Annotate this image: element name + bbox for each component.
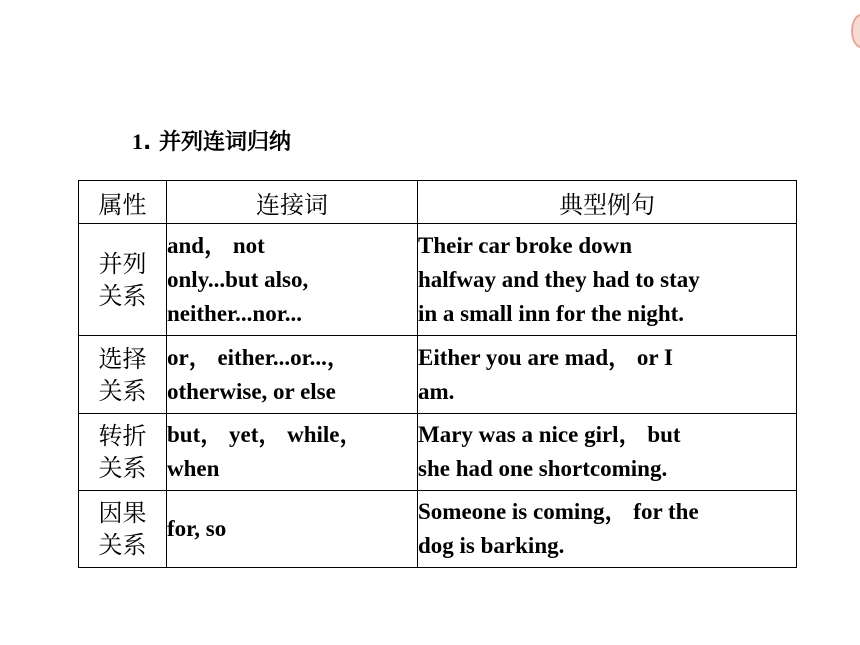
example-line: Their car broke down <box>418 232 633 258</box>
type-line: 因果 <box>98 499 147 527</box>
example-line: she had one shortcoming. <box>418 456 668 481</box>
section-separator: . <box>143 130 152 155</box>
table-row <box>79 414 797 491</box>
example-line: Either you are mad， or I <box>418 344 673 370</box>
section-title: 并列连词归纳 <box>159 130 292 155</box>
words-line: neither...nor... <box>167 300 303 326</box>
type-line: 关系 <box>98 376 147 405</box>
example-cell <box>418 224 797 336</box>
type-line: 关系 <box>98 281 147 310</box>
type-line: 关系 <box>98 454 147 482</box>
words-line: otherwise, or else <box>167 378 336 404</box>
words-line: and， not <box>167 232 265 258</box>
words-cell <box>167 336 418 414</box>
type-cell <box>79 414 167 491</box>
words-cell <box>167 491 418 568</box>
table-header-row <box>79 181 797 224</box>
type-line: 关系 <box>98 531 147 559</box>
section-heading <box>132 126 291 159</box>
type-cell <box>79 491 167 568</box>
header-example: 典型例句 <box>418 181 797 224</box>
header-words: 连接词 <box>167 181 418 224</box>
example-line: dog is barking. <box>418 533 565 558</box>
words-line: but， yet， while， <box>167 422 363 447</box>
section-number: 1 <box>132 129 143 154</box>
example-cell <box>418 336 797 414</box>
words-cell <box>167 414 418 491</box>
table-row <box>79 491 797 568</box>
type-line: 并列 <box>98 249 147 278</box>
words-line: when <box>167 456 220 481</box>
words-line: or， either...or...， <box>167 344 350 370</box>
type-line: 选择 <box>98 344 147 373</box>
example-line: in a small inn for the night. <box>418 300 685 326</box>
corner-logo <box>851 14 860 48</box>
example-cell <box>418 491 797 568</box>
words-line: for, so <box>167 516 227 541</box>
type-cell <box>79 336 167 414</box>
conjunction-table <box>78 180 797 568</box>
type-cell <box>79 224 167 336</box>
header-type: 属性 <box>79 181 167 224</box>
example-line: Mary was a nice girl， but <box>418 422 681 447</box>
table-row <box>79 224 797 336</box>
words-line: only...but also, <box>167 266 309 292</box>
example-line: halfway and they had to stay <box>418 266 700 292</box>
table-row <box>79 336 797 414</box>
example-line: am. <box>418 378 455 404</box>
words-cell <box>167 224 418 336</box>
example-line: Someone is coming， for the <box>418 499 699 524</box>
example-cell <box>418 414 797 491</box>
type-line: 转折 <box>98 422 147 450</box>
